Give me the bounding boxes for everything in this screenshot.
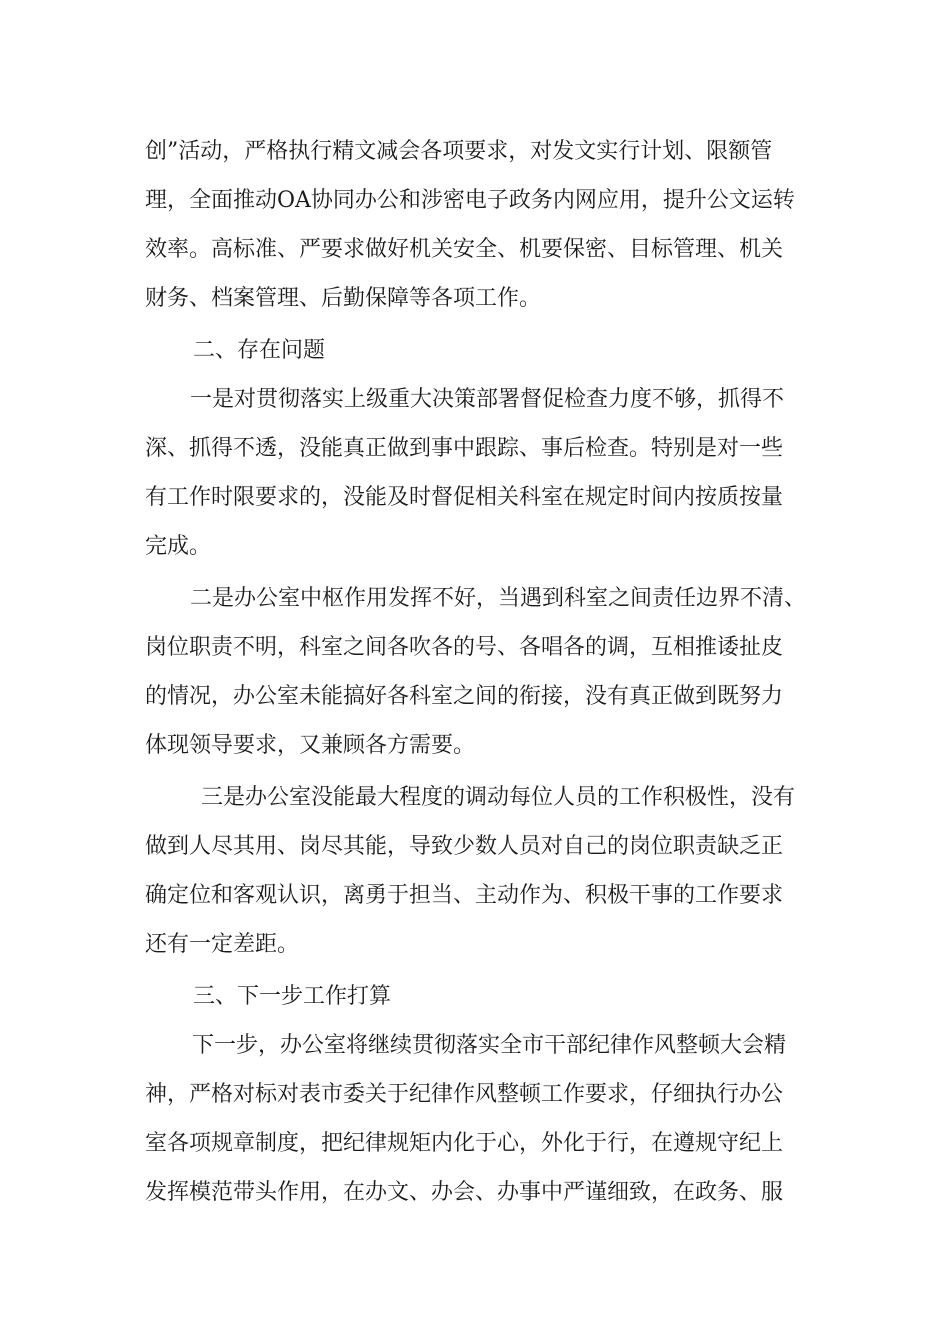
paragraph-line: 有工作时限要求的，没能及时督促相关科室在规定时间内按质按量: [145, 485, 784, 510]
paragraph-line: 神，严格对标对表市委关于纪律作风整顿工作要求，仔细执行办公: [145, 1082, 784, 1107]
paragraph-line: 财务、档案管理、后勤保障等各项工作。: [145, 286, 542, 311]
paragraph-line: 理，全面推动OA协同办公和涉密电子政务内网应用，提升公文运转: [145, 188, 795, 213]
paragraph-line: 一是对贯彻落实上级重大决策部署督促检查力度不够，抓得不: [190, 387, 785, 412]
section-heading-next-steps: 三、下一步工作打算: [193, 984, 392, 1009]
paragraph-line: 深、抓得不透，没能真正做到事中跟踪、事后检查。特别是对一些: [145, 436, 784, 461]
section-heading-problems: 二、存在问题: [193, 338, 326, 363]
paragraph-line: 发挥模范带头作用，在办文、办会、办事中严谨细致，在政务、服: [145, 1180, 784, 1205]
paragraph-line: 效率。高标准、严要求做好机关安全、机要保密、目标管理、机关: [145, 237, 784, 262]
paragraph-line: 下一步，办公室将继续贯彻落实全市干部纪律作风整顿大会精: [192, 1033, 787, 1058]
paragraph-line: 岗位职责不明，科室之间各吹各的号、各唱各的调，互相推诿扯皮: [145, 635, 784, 660]
paragraph-line: 还有一定差距。: [145, 932, 300, 957]
paragraph-line: 的情况，办公室未能搞好各科室之间的衔接，没有真正做到既努力: [145, 684, 784, 709]
paragraph-line: 室各项规章制度，把纪律规矩内化于心，外化于行，在遵规守纪上: [145, 1131, 784, 1156]
paragraph-line: 三是办公室没能最大程度的调动每位人员的工作积极性，没有: [201, 785, 796, 810]
paragraph-line: 做到人尽其用、岗尽其能，导致少数人员对自己的岗位职责缺乏正: [145, 834, 784, 859]
paragraph-line: 创”活动，严格执行精文减会各项要求，对发文实行计划、限额管: [145, 139, 773, 164]
paragraph-line: 确定位和客观认识，离勇于担当、主动作为、积极干事的工作要求: [145, 883, 784, 908]
paragraph-line: 体现领导要求，又兼顾各方需要。: [145, 733, 476, 758]
paragraph-line: 完成。: [145, 534, 212, 559]
paragraph-line: 二是办公室中枢作用发挥不好，当遇到科室之间责任边界不清、: [190, 586, 807, 611]
